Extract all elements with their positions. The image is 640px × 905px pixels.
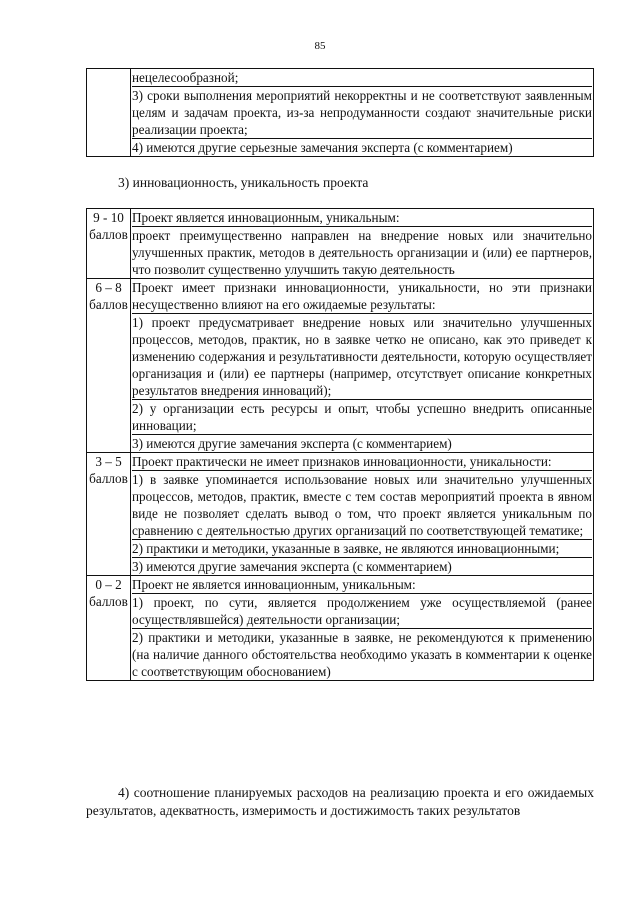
criteria-line: проект преимущественно направлен на внедрение новых или значительно улучшенных практик, методов в деятельность организации и (или) ее партнеров, что позволит существенно улучшить такую деятельность — [132, 228, 592, 277]
score-unit: баллов — [89, 297, 128, 312]
criteria-cell — [131, 69, 594, 157]
innovation-criteria-table — [86, 208, 594, 681]
criteria-cell — [131, 576, 594, 681]
section-3-heading: 3) инновационность, уникальность проекта — [118, 175, 369, 190]
table-row — [87, 209, 594, 279]
score-cell — [87, 279, 131, 453]
criteria-line: Проект практически не имеет признаков инновационности, уникальности: — [132, 453, 592, 471]
criteria-line: Проект является инновационным, уникальным: — [132, 209, 592, 227]
criteria-cell — [131, 209, 594, 279]
criteria-line: 3) имеются другие замечания эксперта (с комментарием) — [132, 559, 452, 574]
table-row — [87, 453, 594, 576]
table-row — [87, 279, 594, 453]
score-cell — [87, 209, 131, 279]
criteria-line: 1) проект, по сути, является продолжением уже осуществляемой (ранее осуществлявшейся) деятельности организации; — [132, 595, 592, 627]
score-cell — [87, 453, 131, 576]
score-unit: баллов — [89, 471, 128, 486]
section-4-paragraph — [86, 784, 594, 820]
criteria-cell — [131, 453, 594, 576]
score-unit: баллов — [89, 227, 128, 242]
criteria-line: Проект имеет признаки инновационности, уникальности, но эти признаки несущественно влияют на его ожидаемые результаты: — [132, 280, 592, 312]
criteria-line: 3) имеются другие замечания эксперта (с комментарием) — [132, 436, 452, 451]
score-cell — [87, 576, 131, 681]
score-range: 9 - 10 — [93, 210, 124, 225]
criteria-line: 1) в заявке упоминается использование новых или значительно улучшенных процессов, методов, практик, вместе с тем состав мероприятий проекта в явном виде не позволяет сделать вывод о том, что проект является уникальным по сравнению с деятельностью других организаций по соответствующей тематике; — [132, 472, 592, 538]
criteria-line: 1) проект предусматривает внедрение новых или значительно улучшенных процессов, методов, практик, но в заявке четко не описано, как это приведет к изменению содержания и результативности деятельности, которую осуществляет организация и (или) ее партнеры (например, отсутствует описание конкретных результатов внедрения инноваций); — [132, 315, 592, 398]
criteria-line: 2) у организации есть ресурсы и опыт, чтобы успешно внедрить описанные инновации; — [132, 401, 592, 433]
criteria-line: 4) имеются другие серьезные замечания эксперта (с комментарием) — [132, 140, 513, 155]
section-4-text: 4) соотношение планируемых расходов на реализацию проекта и его ожидаемых результатов, адекватность, измеримость и достижимость таких результатов — [86, 785, 594, 818]
criteria-line: 2) практики и методики, указанные в заявке, не рекомендуются к применению (на наличие данного обстоятельства необходимо указать в комментарии к оценке с соответствующим обоснованием) — [132, 630, 592, 679]
score-range: 3 – 5 — [95, 454, 122, 469]
table-row — [87, 576, 594, 681]
score-range: 6 – 8 — [95, 280, 122, 295]
criteria-line: нецелесообразной; — [132, 69, 592, 87]
criteria-line: 2) практики и методики, указанные в заявке, не являются инновационными; — [132, 540, 592, 558]
score-range: 0 – 2 — [95, 577, 122, 592]
criteria-line: Проект не является инновационным, уникальным: — [132, 576, 592, 594]
score-unit: баллов — [89, 594, 128, 609]
page-number: 85 — [314, 40, 326, 52]
table-row — [87, 69, 594, 157]
criteria-line: 3) сроки выполнения мероприятий некорректны и не соответствуют заявленным целям и задачам проекта, из-за непродуманности создают значительные риски реализации проекта; — [132, 88, 592, 137]
criteria-cell — [131, 279, 594, 453]
top-criteria-table — [86, 68, 594, 157]
score-cell — [87, 69, 131, 157]
